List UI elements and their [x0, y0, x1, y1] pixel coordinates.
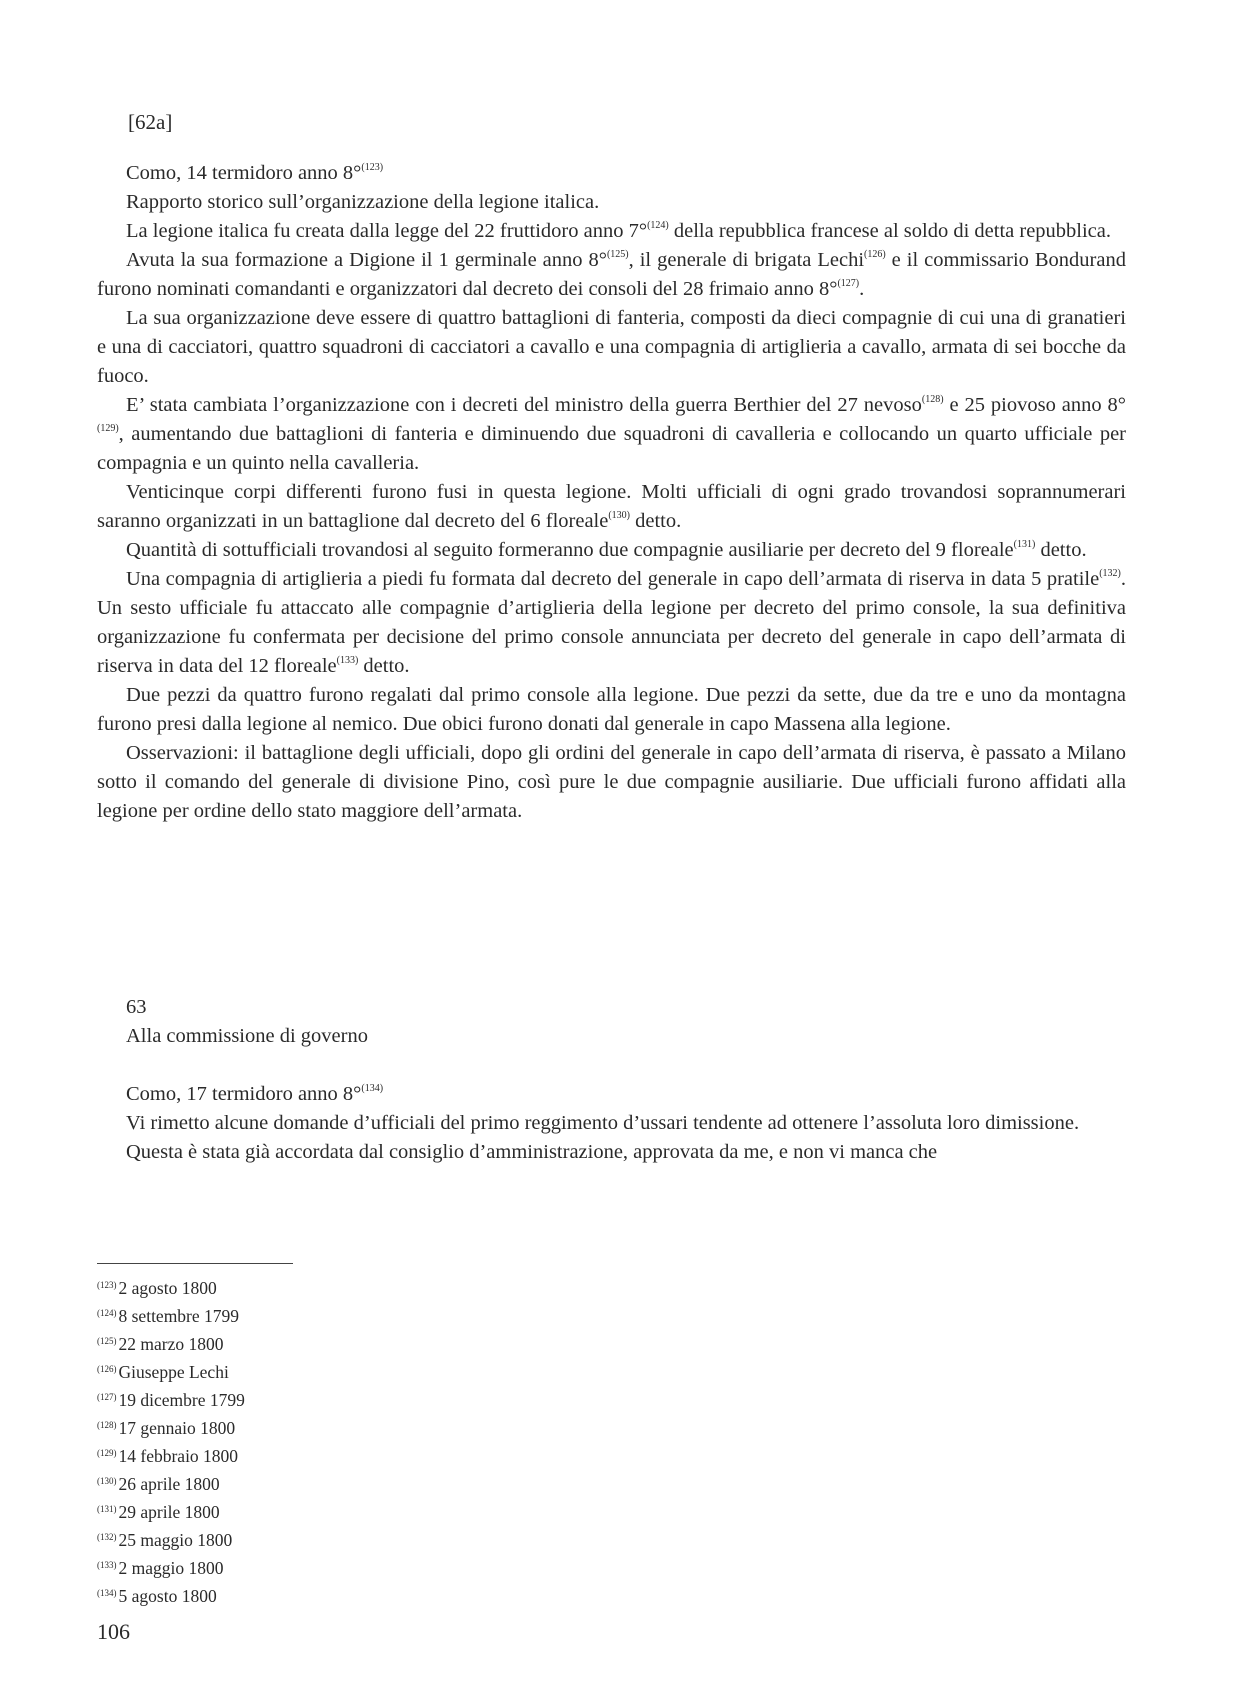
dateline — [97, 1080, 1126, 1109]
paragraph: Avuta la sua formazione a Digione il 1 germinale anno 8°$^{(125)}$, il generale di brigata Lechi$^{(126)}$ e il commissario Bondurand furono nominati comandanti e organizzatori dal decreto dei consoli del 28 frimaio anno 8°$^{(127)}$. — [97, 249, 1126, 300]
letter-number: 63 — [126, 996, 147, 1018]
footnote: $^{(133)}$ 2 maggio 1800 — [97, 1558, 224, 1578]
paragraph: Questa è stata già accordata dal consiglio d’amministrazione, approvata da me, e non vi manca che — [126, 1141, 938, 1163]
letter-63 — [97, 993, 1126, 1051]
paragraph: Venticinque corpi differenti furono fusi in questa legione. Molti ufficiali di ogni grado trovandosi soprannumerari saranno organizzati in un battaglione dal decreto del 6 floreale$^{(130)}$ detto. — [97, 481, 1126, 532]
page-number: 106 — [97, 1619, 130, 1644]
report-title: Rapporto storico sull’organizzazione della legione italica. — [126, 191, 600, 213]
footnote-ref: (130) — [608, 510, 631, 521]
footnotes — [97, 1273, 245, 1609]
dateline-text: Como, 17 termidoro anno 8° — [126, 1083, 362, 1105]
paragraph: E’ stata cambiata l’organizzazione con i decreti del ministro della guerra Berthier del 27 nevoso$^{(128)}$ e 25 piovoso anno 8°$^{(129)}$, aumentando due battaglioni di fanteria e diminuendo due squadroni di cavalleria e collocando un quarto ufficiale per compagnia e un quinto nella cavalleria. — [97, 394, 1126, 474]
paragraph: La sua organizzazione deve essere di quattro battaglioni di fanteria, composti da dieci compagnie di cui una di granatieri e una di cacciatori, quattro squadroni di cacciatori a cavallo e una compagnia di artiglieria a cavallo, armata di sei bocche da fuoco. — [97, 307, 1126, 387]
footnote-ref: (126) — [864, 249, 886, 260]
footnote-ref: (128) — [921, 394, 944, 405]
paragraph: Vi rimetto alcune domande d’ufficiali del primo reggimento d’ussari tendente ad ottenere l’assoluta loro dimissione. — [126, 1112, 1080, 1134]
footnote: $^{(128)}$ 17 gennaio 1800 — [97, 1418, 236, 1438]
paragraph: Osservazioni: il battaglione degli ufficiali, dopo gli ordini del generale in capo dell’armata di riserva, è passato a Milano sotto il comando del generale di divisione Pino, così pure le due compagnie ausiliarie. Due ufficiali furono affidati alla legione per ordine dello stato maggiore dell’armata. — [97, 742, 1126, 822]
dateline-text: Como, 14 termidoro anno 8° — [126, 162, 362, 184]
footnote-ref: (125) — [606, 249, 629, 260]
footnote: $^{(127)}$ 19 dicembre 1799 — [97, 1390, 245, 1410]
document-id: [62a] — [128, 110, 173, 134]
footnote: $^{(134)}$ 5 agosto 1800 — [97, 1586, 217, 1606]
footnote-ref: (132) — [1099, 568, 1121, 579]
footnote-ref: (124) — [647, 220, 669, 231]
footnote-ref: (127) — [837, 278, 860, 289]
paragraph: La legione italica fu creata dalla legge del 22 fruttidoro anno 7°$^{(124)}$ della repubblica francese al soldo di detta repubblica. — [126, 220, 1112, 242]
footnote: $^{(132)}$ 25 maggio 1800 — [97, 1530, 233, 1550]
footnote: $^{(125)}$ 22 marzo 1800 — [97, 1334, 224, 1354]
footnote: $^{(129)}$ 14 febbraio 1800 — [97, 1446, 239, 1466]
footnote-ref: (131) — [1013, 539, 1036, 550]
footnote-ref: (133) — [336, 655, 359, 666]
letter-62a — [97, 159, 1126, 826]
footnote: $^{(131)}$ 29 aprile 1800 — [97, 1502, 220, 1522]
paragraph: Due pezzi da quattro furono regalati dal primo console alla legione. Due pezzi da sette, due da tre e uno da montagna furono presi dalla legione al nemico. Due obici furono donati dal generale in capo Massena alla legione. — [97, 684, 1126, 735]
footnote: $^{(126)}$ Giuseppe Lechi — [97, 1362, 229, 1382]
paragraph: Quantità di sottufficiali trovandosi al seguito formeranno due compagnie ausiliarie per decreto del 9 floreale$^{(131)}$ detto. — [126, 539, 1087, 561]
recipient: Alla commissione di governo — [126, 1025, 368, 1047]
footnote-ref: (123) — [361, 162, 384, 173]
dateline — [97, 159, 1126, 188]
footnote-ref: (134) — [361, 1083, 384, 1094]
letter-63-body — [97, 1080, 1126, 1167]
paragraph: Una compagnia di artiglieria a piedi fu formata dal decreto del generale in capo dell’armata di riserva in data 5 pratile$^{(132)}$. Un sesto ufficiale fu attaccato alle compagnie d’artiglieria della legione per decreto del primo console, la sua definitiva organizzazione fu confermata per decisione del primo console annunciata per decreto del generale in capo dell’armata di riserva in data del 12 floreale$^{(133)}$ detto. — [97, 568, 1126, 677]
footnote: $^{(124)}$ 8 settembre 1799 — [97, 1306, 240, 1326]
footnote: $^{(123)}$ 2 agosto 1800 — [97, 1278, 217, 1298]
footnote-ref: (129) — [97, 423, 119, 434]
footnote-divider — [97, 1263, 293, 1264]
footnote: $^{(130)}$ 26 aprile 1800 — [97, 1474, 220, 1494]
